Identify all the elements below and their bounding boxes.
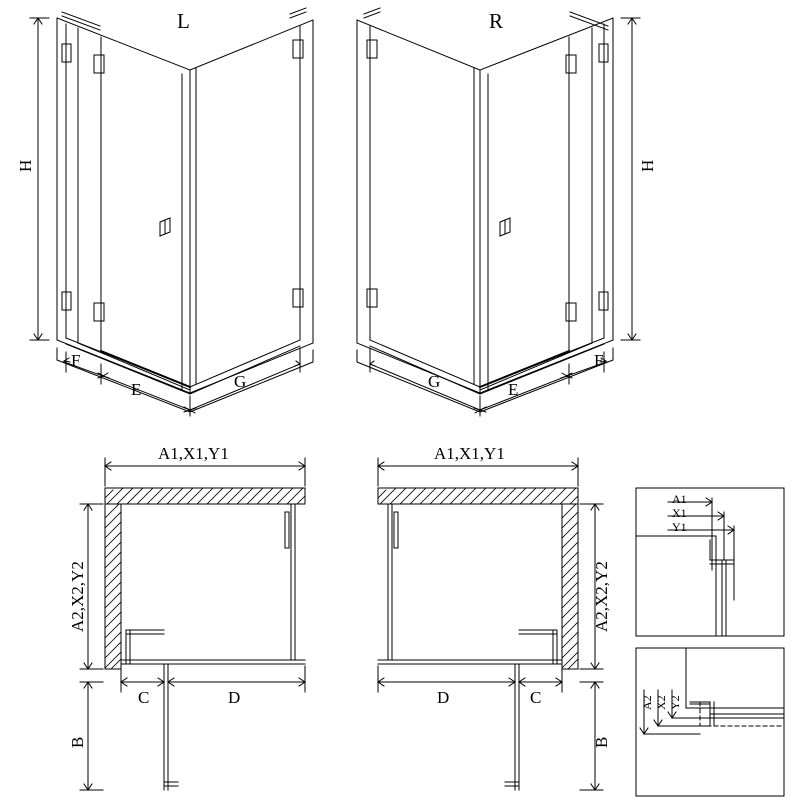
plan-left-label-d: D <box>228 688 241 707</box>
iso-left-label-e: E <box>131 380 142 399</box>
plan-right-label-c: C <box>530 688 542 707</box>
iso-right-label-e: E <box>508 380 519 399</box>
plan-right-top-dim-label: A1,X1,Y1 <box>434 444 505 463</box>
plan-right-group <box>378 458 603 790</box>
plan-left-label-b: B <box>68 736 87 748</box>
plan-left-label-c: C <box>138 688 150 707</box>
detail-top-label-a1: A1 <box>672 492 687 506</box>
plan-right-side-dim-label: A2,X2,Y2 <box>592 561 611 632</box>
plan-left-top-dim-label: A1,X1,Y1 <box>158 444 229 463</box>
iso-left-label-f: F <box>71 351 81 370</box>
detail-bottom-label-y2: Y2 <box>668 695 682 710</box>
iso-left-height-label: H <box>16 159 35 172</box>
detail-top-group <box>636 488 784 636</box>
detail-bottom-label-x2: X2 <box>654 695 668 710</box>
plan-right-label-d: D <box>437 688 450 707</box>
detail-top-label-x1: X1 <box>672 506 687 520</box>
plan-left-group <box>80 458 305 790</box>
iso-right-label-f: F <box>594 351 604 370</box>
detail-bottom-label-a2: A2 <box>640 695 654 710</box>
plan-right-label-b: B <box>592 736 611 748</box>
detail-top-label-y1: Y1 <box>672 520 687 534</box>
iso-right-label-g: G <box>428 372 441 391</box>
iso-right-height-label: H <box>638 159 657 172</box>
view-title-left: L <box>177 9 190 33</box>
iso-left-label-g: G <box>234 372 247 391</box>
view-title-right: R <box>489 9 504 33</box>
plan-left-side-dim-label: A2,X2,Y2 <box>68 561 87 632</box>
